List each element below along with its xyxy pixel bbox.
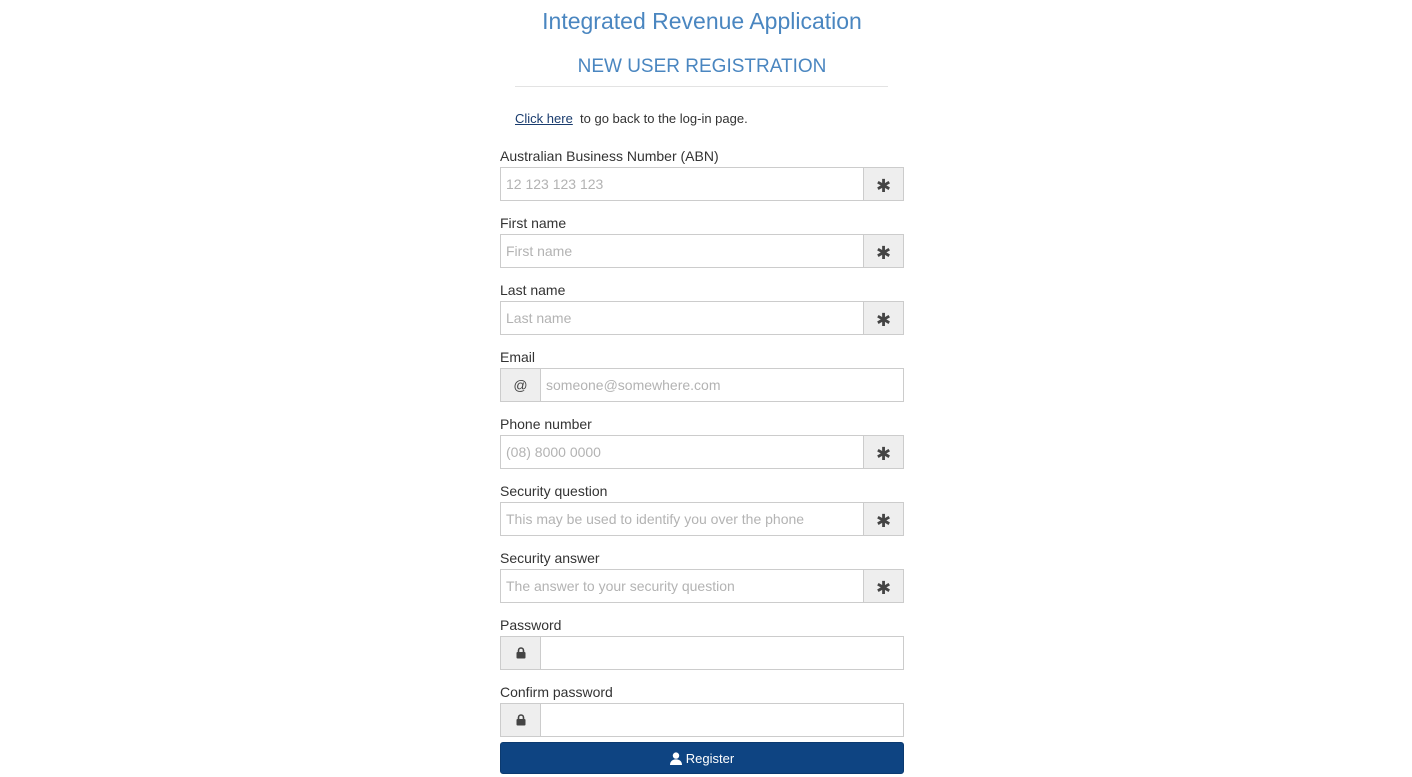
phone-input[interactable] [500,435,864,469]
first-name-field-group [500,214,904,281]
registration-form [500,147,904,750]
password-label: Password [500,617,562,633]
security-answer-field-group [500,549,904,616]
required-addon [864,435,904,469]
first-name-input[interactable] [500,234,864,268]
back-to-login-text: to go back to the log-in page. [580,111,748,126]
security-answer-input[interactable] [500,569,864,603]
required-addon [864,167,904,201]
lock-addon [500,703,540,737]
required-addon [864,234,904,268]
confirm-password-field-group [500,683,904,750]
register-button-label: Register [685,750,735,766]
back-to-login-link[interactable]: Click here [515,111,573,126]
asterisk-icon: ✱ [875,511,892,531]
asterisk-icon: ✱ [875,444,892,464]
confirm-password-label: Confirm password [500,684,613,700]
asterisk-icon: ✱ [875,243,892,263]
back-to-login-line [515,111,748,126]
phone-field-group [500,415,904,482]
required-addon [864,502,904,536]
abn-field-group [500,147,904,214]
at-sign-icon: @ [513,377,528,393]
security-question-label: Security question [500,483,608,499]
title-divider [515,86,888,87]
required-addon [864,301,904,335]
email-input[interactable] [540,368,904,402]
lock-addon [500,636,540,670]
abn-label: Australian Business Number (ABN) [500,148,719,164]
last-name-field-group [500,281,904,348]
at-sign-addon [500,368,540,402]
asterisk-icon: ✱ [875,176,892,196]
lock-icon [516,714,526,726]
required-addon [864,569,904,603]
lock-icon [516,647,526,659]
email-label: Email [500,349,536,365]
email-field-group [500,348,904,415]
asterisk-icon: ✱ [875,578,892,598]
page-title: NEW USER REGISTRATION [577,56,827,77]
user-icon [670,752,682,765]
asterisk-icon: ✱ [875,310,892,330]
register-button[interactable] [500,742,904,774]
password-input[interactable] [540,636,904,670]
security-answer-label: Security answer [500,550,600,566]
security-question-field-group [500,482,904,549]
last-name-input[interactable] [500,301,864,335]
abn-input[interactable] [500,167,864,201]
app-title: Integrated Revenue Application [542,8,862,34]
confirm-password-input[interactable] [540,703,904,737]
last-name-label: Last name [500,282,566,298]
phone-label: Phone number [500,416,592,432]
security-question-input[interactable] [500,502,864,536]
password-field-group [500,616,904,683]
first-name-label: First name [500,215,567,231]
